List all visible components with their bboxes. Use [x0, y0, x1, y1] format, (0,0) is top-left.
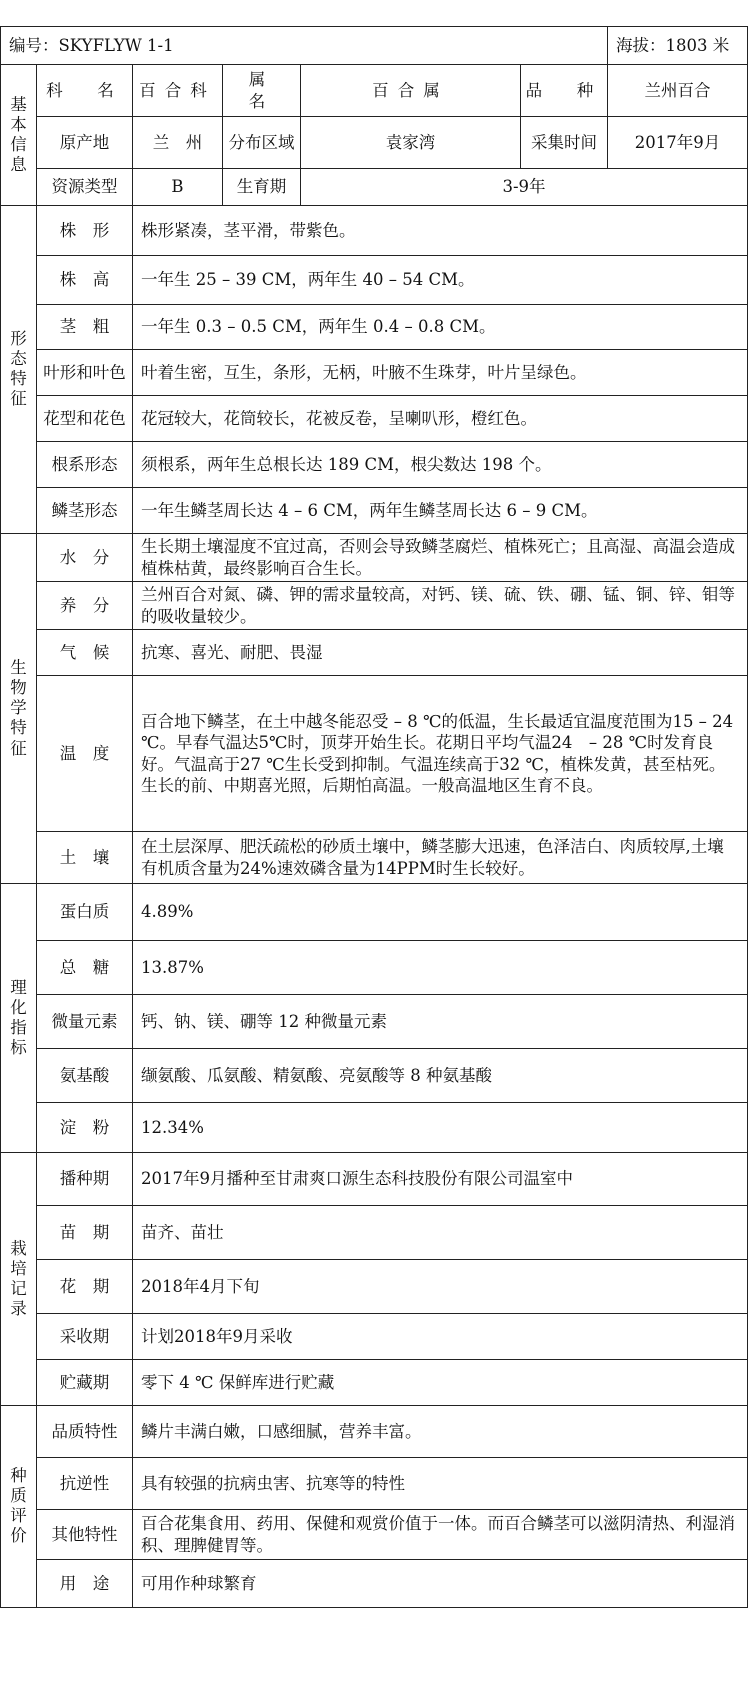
cult-row [1, 1206, 748, 1260]
cult-value: 2017年9月播种至甘肃爽口源生态科技股份有限公司温室中 [133, 1153, 748, 1206]
phys-row [1, 1049, 748, 1103]
cult-row [1, 1314, 748, 1360]
family-label: 科 名 [37, 65, 133, 117]
morph-row [1, 206, 748, 256]
bio-value: 兰州百合对氮、磷、钾的需求量较高，对钙、镁、硫、铁、硼、锰、铜、锌、钼等的吸收量较少。 [133, 582, 748, 630]
period-value: 3-9年 [301, 169, 748, 206]
cult-label: 播种期 [37, 1153, 133, 1206]
genus-label: 属 名 [223, 65, 301, 117]
eval-row [1, 1406, 748, 1458]
bio-row [1, 676, 748, 832]
morph-row [1, 396, 748, 442]
collect-value: 2017年9月 [608, 117, 748, 169]
area-label: 分布区域 [223, 117, 301, 169]
bio-label: 温 度 [37, 676, 133, 832]
section-physchem: 理化指标 [1, 884, 37, 1153]
record-code: 编号：SKYFLYW 1-1 [1, 27, 608, 65]
morph-label: 根系形态 [37, 442, 133, 488]
phys-value: 缬氨酸、瓜氨酸、精氨酸、亮氨酸等 8 种氨基酸 [133, 1049, 748, 1103]
eval-label: 品质特性 [37, 1406, 133, 1458]
cult-label: 贮藏期 [37, 1360, 133, 1406]
bio-label: 养 分 [37, 582, 133, 630]
morph-label: 叶形和叶色 [37, 350, 133, 396]
eval-row [1, 1560, 748, 1608]
bio-value: 百合地下鳞茎，在土中越冬能忍受 – 8 ℃的低温，生长最适宜温度范围为15 – 24 ℃。早春气温达5℃时，顶芽开始生长。花期日平均气温24 – 28 ℃时发育良好。气温高于27 ℃生长受到抑制。气温连续高于32 ℃，植株发黄，甚至枯死。生长的前、中期喜光照，后期怕高温。一般高温地区生育不良。 [133, 676, 748, 832]
eval-label: 其他特性 [37, 1510, 133, 1560]
morph-value: 一年生鳞茎周长达 4 – 6 CM，两年生鳞茎周长达 6 – 9 CM。 [133, 488, 748, 534]
phys-row [1, 884, 748, 941]
bio-value: 在土层深厚、肥沃疏松的砂质土壤中，鳞茎膨大迅速，色泽洁白、肉质较厚,土壤有机质含量为24%速效磷含量为14PPM时生长较好。 [133, 832, 748, 884]
section-basic-info: 基本信息 [1, 65, 37, 206]
section-morphology: 形态特征 [1, 206, 37, 534]
eval-value: 百合花集食用、药用、保健和观赏价值于一体。而百合鳞茎可以滋阴清热、利湿消积、理脾健胃等。 [133, 1510, 748, 1560]
area-value: 袁家湾 [301, 117, 521, 169]
family-value: 百合科 [133, 65, 223, 117]
bio-row [1, 832, 748, 884]
morph-value: 株形紧凑，茎平滑，带紫色。 [133, 206, 748, 256]
bio-label: 水 分 [37, 534, 133, 582]
morph-row [1, 256, 748, 305]
phys-label: 淀 粉 [37, 1103, 133, 1153]
eval-label: 抗逆性 [37, 1458, 133, 1510]
bio-value: 抗寒、喜光、耐肥、畏湿 [133, 630, 748, 676]
eval-row [1, 1458, 748, 1510]
type-label: 资源类型 [37, 169, 133, 206]
cult-label: 采收期 [37, 1314, 133, 1360]
collect-label: 采集时间 [521, 117, 608, 169]
morph-label: 株 形 [37, 206, 133, 256]
eval-row [1, 1510, 748, 1560]
germplasm-record-table [0, 26, 748, 1608]
eval-value: 鳞片丰满白嫩，口感细腻，营养丰富。 [133, 1406, 748, 1458]
cult-label: 花 期 [37, 1260, 133, 1314]
phys-label: 氨基酸 [37, 1049, 133, 1103]
morph-value: 一年生 25 – 39 CM，两年生 40 – 54 CM。 [133, 256, 748, 305]
morph-label: 株 高 [37, 256, 133, 305]
basic-row [1, 65, 748, 117]
morph-row [1, 350, 748, 396]
phys-value: 13.87% [133, 941, 748, 995]
cult-row [1, 1153, 748, 1206]
section-cultivation: 栽培记录 [1, 1153, 37, 1406]
basic-row [1, 117, 748, 169]
morph-row [1, 305, 748, 350]
bio-row [1, 534, 748, 582]
cult-label: 苗 期 [37, 1206, 133, 1260]
section-evaluation: 种质评价 [1, 1406, 37, 1608]
cult-value: 计划2018年9月采收 [133, 1314, 748, 1360]
genus-value: 百合属 [301, 65, 521, 117]
phys-row [1, 941, 748, 995]
eval-value: 可用作种球繁育 [133, 1560, 748, 1608]
bio-value: 生长期土壤湿度不宜过高，否则会导致鳞茎腐烂、植株死亡；且高湿、高温会造成植株枯黄，最终影响百合生长。 [133, 534, 748, 582]
morph-value: 须根系，两年生总根长达 189 CM，根尖数达 198 个。 [133, 442, 748, 488]
phys-row [1, 995, 748, 1049]
morph-row [1, 442, 748, 488]
bio-row [1, 582, 748, 630]
phys-label: 总 糖 [37, 941, 133, 995]
morph-label: 花型和花色 [37, 396, 133, 442]
cult-value: 苗齐、苗壮 [133, 1206, 748, 1260]
phys-value: 4.89% [133, 884, 748, 941]
bio-label: 土 壤 [37, 832, 133, 884]
origin-label: 原产地 [37, 117, 133, 169]
origin-value: 兰 州 [133, 117, 223, 169]
eval-label: 用 途 [37, 1560, 133, 1608]
morph-label: 茎 粗 [37, 305, 133, 350]
morph-value: 花冠较大，花筒较长，花被反卷，呈喇叭形，橙红色。 [133, 396, 748, 442]
cult-row [1, 1360, 748, 1406]
morph-value: 叶着生密，互生，条形，无柄，叶腋不生珠芽，叶片呈绿色。 [133, 350, 748, 396]
variety-label: 品 种 [521, 65, 608, 117]
cult-value: 2018年4月下旬 [133, 1260, 748, 1314]
basic-row [1, 169, 748, 206]
header-row [1, 27, 748, 65]
phys-label: 微量元素 [37, 995, 133, 1049]
cult-row [1, 1260, 748, 1314]
morph-label: 鳞茎形态 [37, 488, 133, 534]
bio-label: 气 候 [37, 630, 133, 676]
phys-value: 钙、钠、镁、硼等 12 种微量元素 [133, 995, 748, 1049]
phys-row [1, 1103, 748, 1153]
variety-value: 兰州百合 [608, 65, 748, 117]
altitude: 海拔：1803 米 [608, 27, 748, 65]
phys-label: 蛋白质 [37, 884, 133, 941]
eval-value: 具有较强的抗病虫害、抗寒等的特性 [133, 1458, 748, 1510]
section-biology: 生物学特征 [1, 534, 37, 884]
type-value: B [133, 169, 223, 206]
phys-value: 12.34% [133, 1103, 748, 1153]
cult-value: 零下 4 ℃ 保鲜库进行贮藏 [133, 1360, 748, 1406]
morph-value: 一年生 0.3 – 0.5 CM，两年生 0.4 – 0.8 CM。 [133, 305, 748, 350]
bio-row [1, 630, 748, 676]
period-label: 生育期 [223, 169, 301, 206]
morph-row [1, 488, 748, 534]
